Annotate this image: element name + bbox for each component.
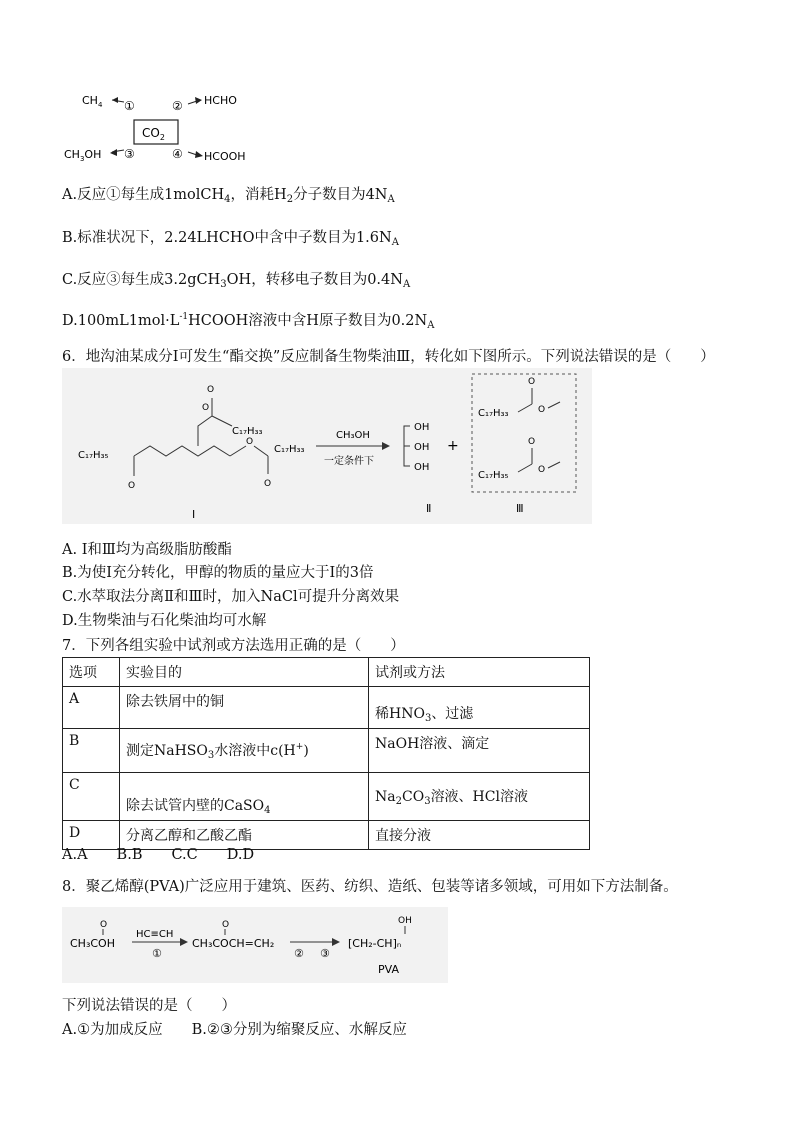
pva-oh: OH [398, 916, 412, 926]
q5-option-c: C.反应③每生成3.2gCH$_3$OH，转移电子数目为$0.4N_A$ [62, 272, 411, 290]
svg-text:O: O [222, 920, 230, 930]
label-I: Ⅰ [192, 508, 196, 521]
co2-text: $CO_2$ [142, 126, 165, 142]
transesterification-diagram [62, 368, 592, 524]
table-row: B 测定NaHSO$_3$水溶液中c(H+) NaOH溶液、滴定 [63, 729, 590, 773]
chain-2: C₁₇H₃₃ [274, 444, 305, 455]
hcooh-text: HCOOH [204, 150, 246, 163]
label-III: Ⅲ [516, 502, 524, 515]
q7-stem: 7．下列各组实验中试剂或方法选用正确的是（ ） [62, 638, 405, 654]
q6-option-a: A. Ⅰ和Ⅲ均为高级脂肪酸酯 [62, 542, 232, 558]
q6-option-c: C.水萃取法分离Ⅱ和Ⅲ时，加入NaCl可提升分离效果 [62, 589, 400, 605]
svg-text:O: O [264, 479, 272, 489]
table-row: C 除去试管内壁的CaSO$_4$ $Na_2CO_3$溶液、HCl溶液 [63, 773, 590, 821]
q8-stem: 8．聚乙烯醇(PVA)广泛应用于建筑、医药、纺织、造纸、包装等诸多领域，可用如下方法制备。 [62, 879, 678, 895]
label-II: Ⅱ [426, 502, 432, 515]
q6-stem: 6．地沟油某成分Ⅰ可发生“酯交换”反应制备生物柴油Ⅲ，转化如下图所示。下列说法错误的是（ ） [62, 349, 715, 365]
q8-options: A.①为加成反应 B.②③分别为缩聚反应、水解反应 [62, 1022, 407, 1038]
q6-option-d: D.生物柴油与石化柴油均可水解 [62, 613, 267, 629]
ch4-text: $CH_4$ [82, 94, 103, 109]
svg-text:O: O [528, 437, 536, 447]
reaction-condition: 一定条件下 [324, 456, 374, 467]
q6-option-b: B.为使Ⅰ充分转化，甲醇的物质的量应大于Ⅰ的3倍 [62, 565, 374, 581]
chain-III-1: C₁₇H₃₃ [478, 408, 509, 419]
hcho-text: HCHO [204, 94, 237, 107]
q5-option-d: $D.100mL1mol\cdot L^{-1}HCOOH$溶液中含H原子数目为$0.2N_A$ [62, 312, 435, 331]
q5-option-a: A.反应①每生成1molCH$_4$，消耗$H_2$分子数目为$4N_A$ [62, 187, 395, 205]
table-row: A 除去铁屑中的铜 稀$HNO_3$、过滤 [63, 687, 590, 729]
label-1: ① [124, 99, 135, 113]
reagent-ch3oh: CH₃OH [336, 430, 370, 441]
step-2: ② [294, 947, 304, 960]
table-row: D 分离乙醇和乙酸乙酯 直接分液 [63, 821, 590, 850]
svg-text:O: O [538, 465, 546, 475]
step-3: ③ [320, 947, 330, 960]
chain-1: C₁₇H₃₃ [232, 426, 263, 437]
ch3oh-text: $CH_3OH$ [64, 148, 102, 163]
svg-text:O: O [207, 385, 215, 395]
q5-option-b: B.标准状况下，2.24LHCHO中含中子数目为$1.6N_A$ [62, 230, 399, 248]
chain-III-2: C₁₇H₃₅ [478, 470, 509, 481]
q7-answer-options: A.A B.B C.C D.D [62, 847, 255, 863]
pva-structure: [CH₂-CH]ₙ [348, 937, 402, 950]
svg-text:OH: OH [414, 462, 430, 473]
pva-synthesis-diagram [62, 907, 448, 983]
step-1: ① [152, 947, 162, 960]
co2-conversion-diagram [62, 90, 262, 170]
chain-3: C₁₇H₃₅ [78, 450, 109, 461]
label-4: ④ [172, 147, 183, 161]
reagent-acetylene: HC≡CH [136, 929, 174, 940]
svg-text:O: O [128, 481, 136, 491]
svg-text:OH: OH [414, 442, 430, 453]
svg-text:OH: OH [414, 422, 430, 433]
pva-label: PVA [378, 963, 399, 976]
acetic-acid: CH₃COH [70, 937, 115, 950]
svg-text:O: O [100, 920, 108, 930]
svg-text:O: O [202, 403, 210, 413]
table-header-row: 选项 实验目的 试剂或方法 [63, 658, 590, 687]
svg-text:O: O [538, 405, 546, 415]
label-2: ② [172, 99, 183, 113]
q8-question: 下列说法错误的是（ ） [62, 998, 236, 1014]
plus-sign: + [447, 438, 459, 454]
svg-text:O: O [528, 377, 536, 387]
label-3: ③ [124, 147, 135, 161]
q7-table [62, 657, 590, 850]
vinyl-acetate: CH₃COCH=CH₂ [192, 937, 275, 950]
svg-text:O: O [246, 437, 254, 447]
